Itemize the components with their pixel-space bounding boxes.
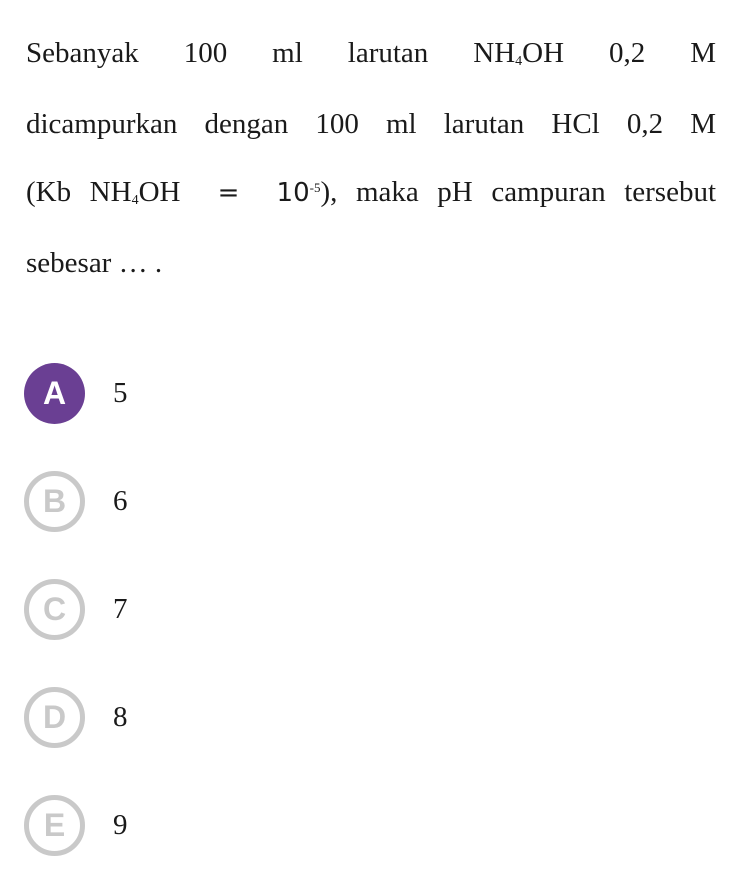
option-a-value: 5 <box>113 376 128 409</box>
kb-exponent: -5 <box>309 180 321 195</box>
question-line-3 <box>26 156 716 232</box>
option-b-badge[interactable]: B <box>24 471 85 532</box>
option-e[interactable] <box>24 790 324 860</box>
subscript-4: 4 <box>131 193 139 208</box>
kb-compound-end: OH <box>138 176 181 208</box>
equals-sign: = <box>217 178 240 208</box>
question-text <box>26 22 716 295</box>
option-d-value: 8 <box>113 700 128 733</box>
subscript-4: 4 <box>515 54 523 69</box>
option-c[interactable] <box>24 574 324 644</box>
option-b-value: 6 <box>113 484 128 517</box>
option-e-badge[interactable]: E <box>24 795 85 856</box>
option-d-badge[interactable]: D <box>24 687 85 748</box>
kb-label: (Kb NH <box>26 176 132 208</box>
question-line-2: dicampurkan dengan 100 ml larutan HCl 0,2 M <box>26 108 716 140</box>
option-c-badge[interactable]: C <box>24 579 85 640</box>
question-line-1 <box>26 22 716 93</box>
option-a[interactable] <box>24 358 324 428</box>
question-line-1-start: Sebanyak 100 ml larutan NH <box>26 37 516 69</box>
option-a-badge[interactable]: A <box>24 363 85 424</box>
question-line-4: sebesar … . <box>26 247 163 279</box>
option-e-value: 9 <box>113 808 128 841</box>
option-d[interactable] <box>24 682 324 752</box>
kb-base: 10 <box>276 178 310 208</box>
option-b[interactable] <box>24 466 324 536</box>
question-line-1-end: OH 0,2 M <box>522 37 716 69</box>
question-line-3-end: ), maka pH campuran tersebut <box>320 176 717 208</box>
option-c-value: 7 <box>113 592 128 625</box>
